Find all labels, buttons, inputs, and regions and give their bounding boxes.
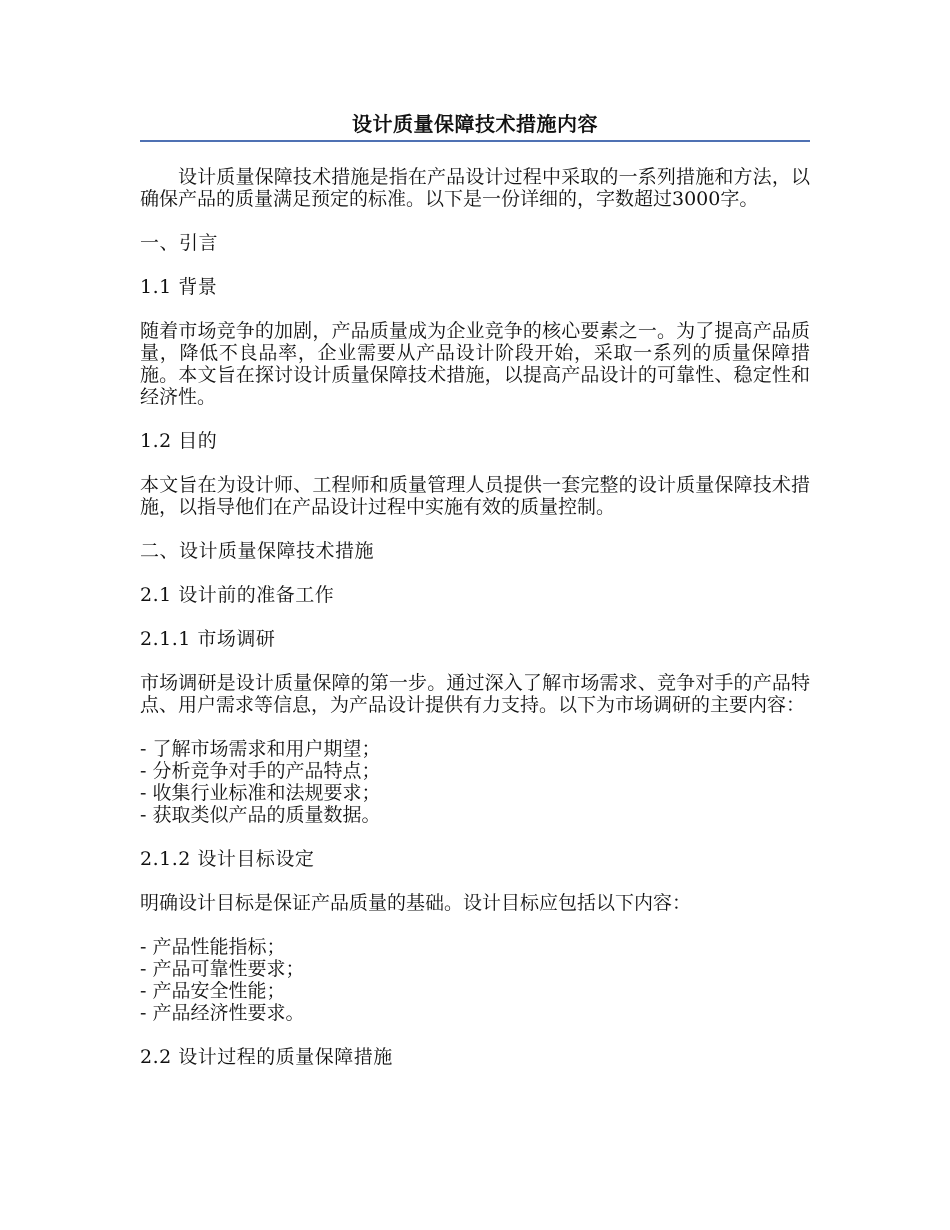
heading-measures: 二、设计质量保障技术措施	[140, 540, 375, 562]
list-item: - 分析竞争对手的产品特点；	[140, 760, 381, 782]
purpose-paragraph: 本文旨在为设计师、工程师和质量管理人员提供一套完整的设计质量保障技术措施，以指导他们在产品设计过程中实施有效的质量控制。	[140, 474, 810, 518]
list-item: - 产品性能指标；	[140, 936, 286, 958]
intro-paragraph: 设计质量保障技术措施是指在产品设计过程中采取的一系列措施和方法，以确保产品的质量满足预定的标准。以下是一份详细的，字数超过3000字。	[140, 166, 810, 210]
heading-design-goals: 2.1.2 设计目标设定	[140, 848, 315, 870]
heading-introduction: 一、引言	[140, 232, 219, 254]
list-item: - 收集行业标准和法规要求；	[140, 782, 381, 804]
document-page	[140, 110, 810, 1090]
market-research-paragraph: 市场调研是设计质量保障的第一步。通过深入了解市场需求、竞争对手的产品特点、用户需求等信息，为产品设计提供有力支持。以下为市场调研的主要内容：	[140, 672, 810, 716]
document-title: 设计质量保障技术措施内容	[352, 112, 598, 136]
heading-background: 1.1 背景	[140, 276, 218, 298]
title-underline	[140, 140, 810, 142]
list-item: - 获取类似产品的质量数据。	[140, 804, 381, 826]
list-item: - 产品可靠性要求；	[140, 958, 305, 980]
heading-design-process: 2.2 设计过程的质量保障措施	[140, 1046, 393, 1068]
background-paragraph: 随着市场竞争的加剧，产品质量成为企业竞争的核心要素之一。为了提高产品质量，降低不良品率，企业需要从产品设计阶段开始，采取一系列的质量保障措施。本文旨在探讨设计质量保障技术措施，以提高产品设计的可靠性、稳定性和经济性。	[140, 320, 810, 408]
list-item: - 了解市场需求和用户期望；	[140, 738, 381, 760]
list-item: - 产品经济性要求。	[140, 1002, 305, 1024]
heading-market-research: 2.1.1 市场调研	[140, 628, 276, 650]
market-research-list	[140, 738, 810, 826]
design-goals-paragraph: 明确设计目标是保证产品质量的基础。设计目标应包括以下内容：	[140, 892, 692, 914]
heading-preparation: 2.1 设计前的准备工作	[140, 584, 335, 606]
design-goals-list	[140, 936, 810, 1024]
list-item: - 产品安全性能；	[140, 980, 286, 1002]
heading-purpose: 1.2 目的	[140, 430, 218, 452]
